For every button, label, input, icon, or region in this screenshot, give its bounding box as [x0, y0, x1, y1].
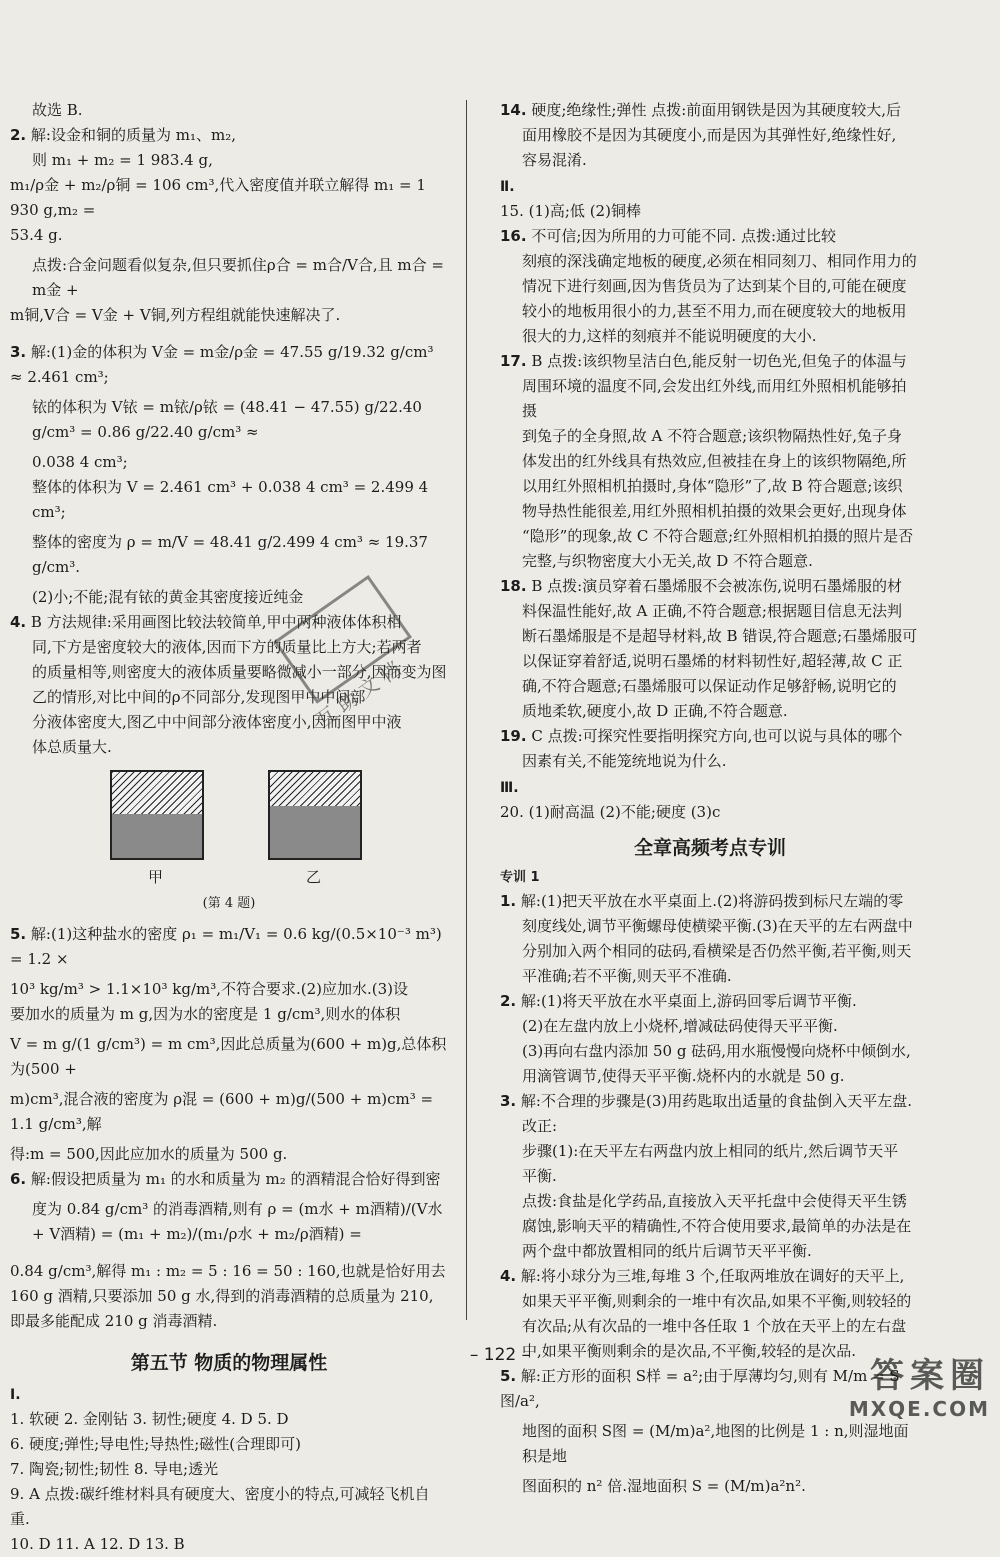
- t3-number: 3.: [500, 1092, 517, 1110]
- q6-line3: 0.84 g/cm³,解得 m₁ : m₂ = 5 : 16 = 50 : 160,也就是恰好用去: [10, 1262, 446, 1280]
- q6-number: 6.: [10, 1170, 27, 1188]
- q19-number: 19.: [500, 727, 527, 745]
- q5-line6: 得:m = 500,因此应加水的质量为 500 g.: [10, 1145, 288, 1163]
- t1-line3: 分别加入两个相同的砝码,看横梁是否仍然平衡,若平衡,则天: [522, 942, 912, 960]
- watermark-url: MXQE.COM: [848, 1397, 990, 1421]
- q16: [500, 224, 920, 249]
- q4-line3: 的质量相等,则密度大的液体质量要略微减小一部分,因而变为图: [32, 663, 447, 681]
- q2-tip2: m铜,V合 = V金 + V铜,列方程组就能快速解决了.: [10, 306, 341, 324]
- q4-line5: 分液体密度大,图乙中中间部分液体密度小,因而图甲中液: [32, 713, 402, 731]
- t4-line4: 中,如果平衡则剩余的是次品,不平衡,较轻的是次品.: [522, 1342, 857, 1360]
- q2-line2: 则 m₁ + m₂ = 1 983.4 g,: [32, 151, 213, 169]
- level-1-marker: Ⅰ.: [10, 1387, 21, 1403]
- q18-line4: 以保证穿着舒适,说明石墨烯的材料韧性好,超轻薄,故 C 正: [522, 652, 903, 670]
- answers-line3: 7. 陶瓷;韧性;韧性 8. 导电;透光: [10, 1460, 219, 1478]
- figure-label-jia: 甲: [148, 868, 164, 886]
- t5-number: 5.: [500, 1367, 517, 1385]
- q17-line7: “隐形”的现象,故 C 不符合题意;红外照相机拍摄的照片是否: [522, 527, 914, 545]
- figure-label-yi: 乙: [306, 868, 322, 886]
- beaker-jia: [110, 770, 204, 860]
- chapter-title: 全章高频考点专训: [633, 837, 786, 859]
- beaker-yi: [268, 770, 362, 860]
- answers-line4: 9. A 点拨:碳纤维材料具有硬度大、密度小的特点,可减轻飞机自重.: [10, 1485, 430, 1528]
- t5-line3: 图面积的 n² 倍.湿地面积 S = (M/m)a²n².: [522, 1477, 806, 1495]
- q17-line6: 物导热性能很差,用红外照相机拍摄的效果会更好,出现身体: [522, 502, 907, 520]
- q18-number: 18.: [500, 577, 527, 595]
- beaker-jia-top-liquid: [112, 772, 202, 814]
- q15: 15. (1)高;低 (2)铜棒: [500, 202, 641, 220]
- figure-q4: [10, 770, 448, 910]
- q6-line4: 160 g 酒精,只要添加 50 g 水,得到的消毒酒精的总质量为 210,: [10, 1287, 434, 1305]
- q3-line4: 整体的体积为 V = 2.461 cm³ + 0.038 4 cm³ = 2.499 4 cm³;: [32, 478, 429, 521]
- q16-line2: 刻痕的深浅确定地板的硬度,必须在相同刻刀、相同作用力的: [522, 252, 917, 270]
- q18-line2: 料保温性能好,故 A 正确,不符合题意;根据题目信息无法判: [522, 602, 902, 620]
- column-divider: [466, 100, 467, 1320]
- q17-line2: 周围环境的温度不同,会发出红外线,而用红外照相机能够拍摄: [522, 377, 907, 420]
- q5-line1: 解:(1)这种盐水的密度 ρ₁ = m₁/V₁ = 0.6 kg/(0.5×10⁻³ m³) = 1.2 ×: [10, 925, 442, 968]
- q16-line4: 较小的地板用很小的力,甚至不用力,而在硬度较大的地板用: [522, 302, 907, 320]
- t1-line4: 平准确;若不平衡,则天平不准确.: [522, 967, 732, 985]
- q20: 20. (1)耐高温 (2)不能;硬度 (3)c: [500, 803, 721, 821]
- t2: [500, 989, 920, 1014]
- t2-line4: 用滴管调节,使得天平平衡.烧杯内的水就是 50 g.: [522, 1067, 845, 1085]
- q19-line2: 因素有关,不能笼统地说为什么.: [522, 752, 727, 770]
- q4-number: 4.: [10, 613, 27, 631]
- q16-number: 16.: [500, 227, 527, 245]
- right-column: [500, 98, 920, 1499]
- q3-line6: (2)小;不能;混有铱的黄金其密度接近纯金: [32, 588, 304, 606]
- answers-line1: 1. 软硬 2. 金刚钻 3. 韧性;硬度 4. D 5. D: [10, 1410, 289, 1428]
- q1-tail: 故选 B.: [32, 101, 83, 119]
- q17: [500, 349, 920, 374]
- watermark-title: 答案圈: [870, 1356, 990, 1396]
- q14-line2: 面用橡胶不是因为其硬度小,而是因为其弹性好,绝缘性好,: [522, 126, 897, 144]
- t3-line2: 改正:: [522, 1117, 558, 1135]
- q5-line3: 要加水的质量为 m g,因为水的密度是 1 g/cm³,则水的体积: [10, 1005, 401, 1023]
- q16-line3: 情况下进行刻画,因为售货员为了达到某个目的,可能在硬度: [522, 277, 907, 295]
- q2-number: 2.: [10, 126, 27, 144]
- t2-number: 2.: [500, 992, 517, 1010]
- q17-number: 17.: [500, 352, 527, 370]
- q16-line1: 不可信;因为所用的力可能不同. 点拨:通过比较: [531, 227, 837, 245]
- q4-line6: 体总质量大.: [32, 738, 112, 756]
- q4-line4: 乙的情形,对比中间的ρ不同部分,发现图甲中中间部: [32, 688, 366, 706]
- q5-number: 5.: [10, 925, 27, 943]
- q3: [10, 340, 448, 390]
- q18-line6: 质地柔软,硬度小,故 D 正确,不符合题意.: [522, 702, 788, 720]
- q17-line4: 体发出的红外线具有热效应,但被挂在身上的该织物隔绝,所: [522, 452, 907, 470]
- q14-number: 14.: [500, 101, 527, 119]
- q5: [10, 922, 448, 972]
- q6-line5: 即最多能配成 210 g 消毒酒精.: [10, 1312, 218, 1330]
- q5-line2: 10³ kg/m³ > 1.1×10³ kg/m³,不符合要求.(2)应加水.(3)设: [10, 980, 409, 998]
- q2-line1: 解:设金和铜的质量为 m₁、m₂,: [30, 126, 236, 144]
- q3-line2: 铱的体积为 V铱 = m铱/ρ铱 = (48.41 − 47.55) g/22.40 g/cm³ = 0.86 g/22.40 g/cm³ ≈: [32, 398, 422, 441]
- q2-tip1: 点拨:合金问题看似复杂,但只要抓住ρ合 = m合/V合,且 m合 = m金 +: [32, 256, 444, 299]
- q3-line1: 解:(1)金的体积为 V金 = m金/ρ金 = 47.55 g/19.32 g/cm³ ≈ 2.461 cm³;: [10, 343, 434, 386]
- level-2-marker: Ⅱ.: [500, 179, 515, 195]
- q17-line1: B 点拨:该织物呈洁白色,能反射一切色光,但兔子的体温与: [531, 352, 907, 370]
- q6-line1: 解:假设把质量为 m₁ 的水和质量为 m₂ 的酒精混合恰好得到密: [30, 1170, 441, 1188]
- t1-line2: 刻度线处,调节平衡螺母使横梁平衡.(3)在天平的左右两盘中: [522, 917, 913, 935]
- q5-line5: m)cm³,混合液的密度为 ρ混 = (600 + m)g/(500 + m)cm³ = 1.1 g/cm³,解: [10, 1090, 434, 1133]
- q18-line1: B 点拨:演员穿着石墨烯服不会被冻伤,说明石墨烯服的材: [531, 577, 902, 595]
- q3-number: 3.: [10, 343, 27, 361]
- beaker-yi-bottom-liquid: [270, 806, 360, 858]
- t1-line1: 解:(1)把天平放在水平桌面上.(2)将游码拨到标尺左端的零: [520, 892, 904, 910]
- q2: [10, 123, 448, 148]
- beaker-jia-bottom-liquid: [112, 814, 202, 858]
- q2-line3: m₁/ρ金 + m₂/ρ铜 = 106 cm³,代入密度值并联立解得 m₁ = 1 930 g,m₂ =: [10, 176, 426, 219]
- t1-number: 1.: [500, 892, 517, 910]
- t4-line2: 如果天平平衡,则剩余的一堆中有次品,如果不平衡,则较轻的: [522, 1292, 912, 1310]
- t3-line1: 解:不合理的步骤是(3)用药匙取出适量的食盐倒入天平左盘.: [520, 1092, 912, 1110]
- t2-line3: (3)再向右盘内添加 50 g 砝码,用水瓶慢慢向烧杯中倾倒水,: [522, 1042, 911, 1060]
- t3-line3: 步骤(1):在天平左右两盘内放上相同的纸片,然后调节天平: [522, 1142, 899, 1160]
- t3-line6: 腐蚀,影响天平的精确性,不符合使用要求,最简单的办法是在: [522, 1217, 912, 1235]
- q6-line2: 度为 0.84 g/cm³ 的消毒酒精,则有 ρ = (m水 + m酒精)/(V水 + V酒精) = (m₁ + m₂)/(m₁/ρ水 + m₂/ρ酒精) =: [32, 1200, 443, 1243]
- q17-line8: 完整,与织物密度大小无关,故 D 不符合题意.: [522, 552, 813, 570]
- t3-line5: 点拨:食盐是化学药品,直接放入天平托盘中会使得天平生锈: [522, 1192, 907, 1210]
- site-watermark: [849, 1348, 990, 1421]
- q14: [500, 98, 920, 123]
- answers-line5: 10. D 11. A 12. D 13. B: [10, 1535, 185, 1553]
- t3-line4: 平衡.: [522, 1167, 557, 1185]
- q14-line3: 容易混淆.: [522, 151, 587, 169]
- level-3-marker: Ⅲ.: [500, 780, 519, 796]
- left-column: [10, 98, 448, 1557]
- t2-line2: (2)在左盘内放上小烧杯,增减砝码使得天平平衡.: [522, 1017, 838, 1035]
- t3-line7: 两个盘中都放置相同的纸片后调节天平平衡.: [522, 1242, 812, 1260]
- t1: [500, 889, 920, 914]
- q19-line1: C 点拨:可探究性要指明探究方向,也可以说与具体的哪个: [531, 727, 903, 745]
- figure-caption: (第 4 题): [202, 896, 256, 911]
- t4-number: 4.: [500, 1267, 517, 1285]
- q18: [500, 574, 920, 599]
- q17-line5: 以用红外照相机拍摄时,身体“隐形”了,故 B 符合题意;该织: [522, 477, 903, 495]
- t4-line3: 有次品;从有次品的一堆中各任取 1 个放在天平上的左右盘: [522, 1317, 907, 1335]
- q14-line1: 硬度;绝缘性;弹性 点拨:前面用钢铁是因为其硬度较大,后: [531, 101, 902, 119]
- q2-line4: 53.4 g.: [10, 226, 63, 244]
- q19: [500, 724, 920, 749]
- q4-line1: B 方法规律:采用画图比较法较简单,甲中两种液体体积相: [30, 613, 402, 631]
- q4-line2: 同,下方是密度较大的液体,因而下方的质量比上方大;若两者: [32, 638, 422, 656]
- t5-line2: 地图的面积 S图 = (M/m)a²,地图的比例是 1 : n,则湿地面积是地: [522, 1422, 909, 1465]
- beaker-yi-top-liquid: [270, 772, 360, 806]
- t2-line1: 解:(1)将天平放在水平桌面上,游码回零后调节平衡.: [520, 992, 857, 1010]
- q6: [10, 1167, 448, 1192]
- training-tag: 专训 1: [500, 870, 540, 885]
- q5-line4: V = m g/(1 g/cm³) = m cm³,因此总质量为(600 + m)g,总体积为(500 +: [10, 1035, 447, 1078]
- stamp-text: 互助文档: [311, 653, 411, 733]
- q3-line3: 0.038 4 cm³;: [32, 453, 128, 471]
- q16-line5: 很大的力,这样的刻痕并不能说明硬度的大小.: [522, 327, 817, 345]
- page-number: – 122 –: [469, 1345, 531, 1365]
- answers-line2: 6. 硬度;弹性;导电性;导热性;磁性(合理即可): [10, 1435, 302, 1453]
- t5-line1: 解:正方形的面积 S样 = a²;由于厚薄均匀,则有 M/m = S图/a²,: [500, 1367, 900, 1410]
- q18-line3: 断石墨烯服是不是超导材料,故 B 错误,符合题意;石墨烯服可: [522, 627, 918, 645]
- t4-line1: 解:将小球分为三堆,每堆 3 个,任取两堆放在调好的天平上,: [520, 1267, 905, 1285]
- q3-line5: 整体的密度为 ρ = m/V = 48.41 g/2.499 4 cm³ ≈ 19.37 g/cm³.: [32, 533, 428, 576]
- t4: [500, 1264, 920, 1289]
- t3: [500, 1089, 920, 1114]
- q17-line3: 到兔子的全身照,故 A 不符合题意;该织物隔热性好,兔子身: [522, 427, 902, 445]
- section-title: 第五节 物质的物理属性: [130, 1352, 328, 1374]
- q18-line5: 确,不符合题意;石墨烯服可以保证动作足够舒畅,说明它的: [522, 677, 897, 695]
